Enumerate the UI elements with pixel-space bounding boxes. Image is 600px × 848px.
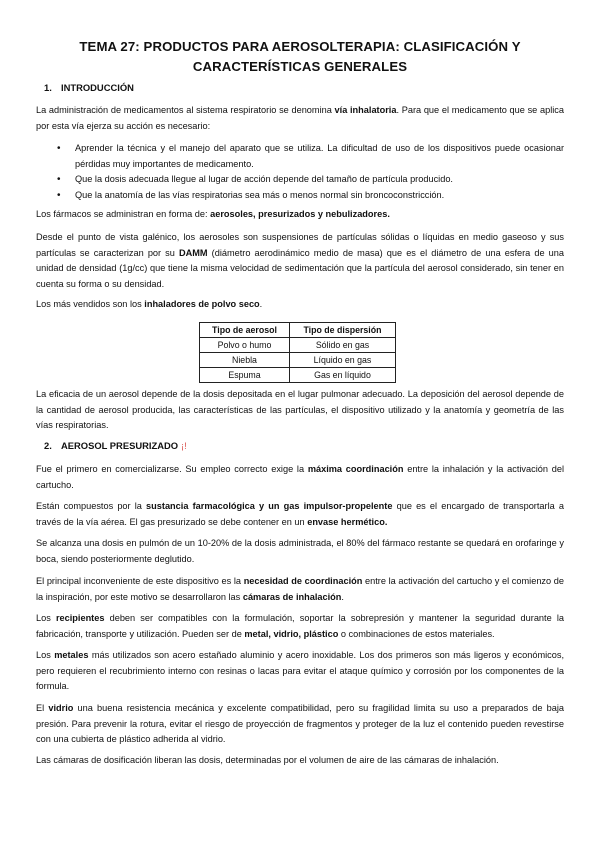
text: . Para que el medicamento que se aplica por esta vía ejerza su acción es necesario: xyxy=(36,105,564,131)
paragraph-eficacia: La eficacia de un aerosol depende de la dosis depositada en el lugar pulmonar adecuado. La deposición del aerosol depende de la cantidad de aerosol producida, las características de las partículas, el dispositivo utilizado y la anatomía y geometría de las vías respiratorias. xyxy=(36,389,564,430)
paragraph-coordinacion xyxy=(36,462,564,493)
paragraph-recipientes xyxy=(36,611,564,642)
text: Los fármacos se administran en forma de: xyxy=(36,209,211,219)
text: . xyxy=(259,299,263,309)
text: entre la activación del cartucho y el comienzo de la inspiración, por este motivo se desarrollaron las xyxy=(36,576,565,602)
paragraph-formas xyxy=(36,207,564,223)
text: más utilizados son acero estañado aluminio y acero inoxidable. Los dos primeros son más ligeros y económicos, pero requieren el recubrimiento interno con resinas o lacas para evitar el ataque químico y corrosión por los componentes de la formula. xyxy=(36,650,564,691)
text: La administración de medicamentos al sistema respiratorio se denomina xyxy=(36,105,335,115)
section-heading-aerosol-presurizado xyxy=(44,440,187,452)
paragraph-via-inhalatoria xyxy=(36,103,564,134)
text: Los más vendidos son los xyxy=(36,299,145,309)
paragraph-dosis-pulmon: Se alcanza una dosis en pulmón de un 10-20% de la dosis administrada, el 80% del fármaco restante se quedará en orofaringe y boca, siendo posteriormente deglutido. xyxy=(36,538,564,564)
bold-text: aerosoles, presurizados y nebulizadores. xyxy=(210,209,390,219)
table-row xyxy=(200,353,396,368)
bold-text: recipientes xyxy=(55,613,105,623)
exclamation-mark: ¡! xyxy=(181,440,187,451)
table-cell: Polvo o humo xyxy=(200,338,290,353)
text: (diámetro aerodinámico medio de masa) que es el diámetro de una esfera de una unidad de densidad (1g/cc) que tiene la misma velocidad de sedimentación que la partícula del aerosol considerado, sin tener en cuenta su forma o su densidad. xyxy=(36,247,565,289)
paragraph-vidrio xyxy=(36,701,564,748)
bold-text: máxima coordinación xyxy=(307,464,404,474)
table-row xyxy=(200,338,396,353)
section-number: 1. xyxy=(44,82,52,93)
list-item: • Aprender la técnica y el manejo del aparato que se utiliza. La dificultad de uso de los dispositivos puede ocasionar pérdidas muy importantes de medicamento. xyxy=(36,141,564,172)
text: deben ser compatibles con la formulación, soportar la sobrepresión y mantener la seguridad durante la fabricación, transporte y utilización. Pueden ser de xyxy=(36,613,564,639)
table-cell: Sólido en gas xyxy=(289,338,395,353)
text: una buena resistencia mecánica y excelente compatibilidad, pero su fragilidad limita su uso a preparados de baja presión. Para prevenir la rotura, evitar el riesgo de proyección de fragmentos y proteger de la luz el contenido pueden revestirse con una cubierta de plástico adherida al vidrio. xyxy=(36,703,564,744)
text: o combinaciones de estos materiales. xyxy=(338,628,495,639)
table-cell: Gas en líquido xyxy=(289,368,395,383)
text: . xyxy=(341,591,344,602)
text: El principal inconveniente de este dispositivo es la xyxy=(36,576,244,586)
paragraph-inconveniente xyxy=(36,574,564,605)
paragraph-mas-vendidos xyxy=(36,297,564,313)
table-row xyxy=(200,368,396,383)
text: que es el encargado de transportarla a través de la vía aérea. El gas presurizado se debe contener en un xyxy=(36,501,564,527)
bold-text: vía inhalatoria xyxy=(334,105,397,115)
section-heading-introduccion xyxy=(44,82,134,94)
page-title: TEMA 27: PRODUCTOS PARA AEROSOLTERAPIA: CLASIFICACIÓN Y CARACTERÍSTICAS GENERALES xyxy=(79,39,521,74)
table-cell: Espuma xyxy=(200,368,290,383)
list-item: • Que la dosis adecuada llegue al lugar de acción depende del tamaño de partícula producido. xyxy=(36,172,564,188)
aerosol-type-table xyxy=(199,322,396,383)
paragraph-damm xyxy=(36,230,564,292)
text: Están compuestos por la xyxy=(36,501,147,511)
bold-text: metal, vidrio, plástico xyxy=(244,628,339,639)
text: El xyxy=(36,703,49,713)
paragraph-camaras: Las cámaras de dosificación liberan las dosis, determinadas por el volumen de aire de las cámaras de inhalación. xyxy=(36,755,499,765)
bold-text: sustancia farmacológica y un gas impulsor-propelente xyxy=(146,501,393,511)
section-title: AEROSOL PRESURIZADO xyxy=(61,440,179,451)
section-number: 2. xyxy=(44,440,52,451)
text: Desde el punto de vista galénico, los aerosoles son suspensiones de partículas sólidas o líquidas en medio gaseoso y sus partículas se caracterizan por su xyxy=(36,232,564,258)
bold-text: cámaras de inhalación xyxy=(242,591,342,602)
bold-text: metales xyxy=(54,650,89,660)
text: entre la inhalación y la activación del cartucho. xyxy=(36,464,564,490)
paragraph-composicion xyxy=(36,499,564,530)
table-cell: Líquido en gas xyxy=(289,353,395,368)
requirements-list xyxy=(36,141,564,203)
paragraph-metales xyxy=(36,648,564,695)
bold-text: DAMM xyxy=(178,247,208,258)
text: Fue el primero en comercializarse. Su empleo correcto exige la xyxy=(36,464,308,474)
bold-text: envase hermético. xyxy=(307,516,388,527)
bold-text: inhaladores de polvo seco xyxy=(144,299,260,309)
text: Los xyxy=(36,613,56,623)
table-cell: Niebla xyxy=(200,353,290,368)
column-header: Tipo de dispersión xyxy=(289,323,395,338)
text: Los xyxy=(36,650,55,660)
section-title: INTRODUCCIÓN xyxy=(61,82,134,93)
table-header-row xyxy=(200,323,396,338)
column-header: Tipo de aerosol xyxy=(200,323,290,338)
bold-text: necesidad de coordinación xyxy=(243,576,363,586)
bold-text: vidrio xyxy=(48,703,74,713)
list-item: • Que la anatomía de las vías respiratorias sea más o menos normal sin broncoconstricción. xyxy=(36,188,564,204)
